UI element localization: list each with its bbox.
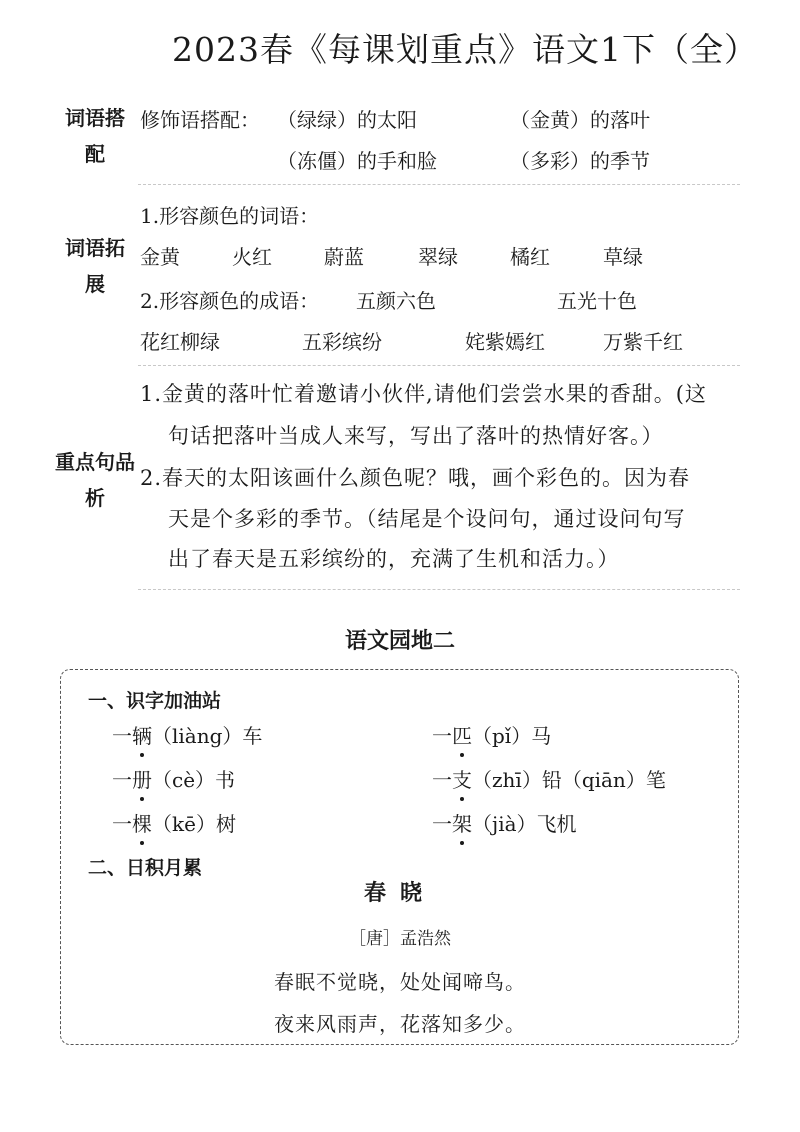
collocation-lead: 修饰语搭配： [140,108,260,132]
color-idiom: 五彩缤纷 [302,330,382,354]
collocation-pair: （金黄）的落叶 [510,108,650,132]
measure-word-item: 一册（cè）书 [112,764,235,793]
collocation-pair: （冻僵）的手和脸 [277,149,437,173]
expansion-heading-2: 2.形容颜色的成语： [140,289,320,313]
color-word: 橘红 [510,245,550,269]
measure-word-item: 一匹（pǐ）马 [432,720,551,749]
garden-title: 语文园地二 [344,629,455,654]
divider [138,365,740,366]
color-idiom: 姹紫嫣红 [465,330,545,354]
poem-line: 夜来风雨声，花落知多少。 [274,1012,526,1036]
color-word: 蔚蓝 [324,245,364,269]
measure-word-item: 一架（jià）飞机 [432,808,577,837]
color-word: 翠绿 [418,245,458,269]
collocation-pair: （多彩）的季节 [510,149,650,173]
part1-heading: 一、识字加油站 [88,690,222,712]
color-word: 草绿 [603,245,643,269]
section-label-expansion: 词语拓展 [65,236,125,296]
divider [138,589,740,590]
poem-title: 春晓 [363,880,436,906]
key-sentence-1-cont: 句话把落叶当成人来写，写出了落叶的热情好客。） [168,424,664,448]
color-word: 金黄 [140,245,180,269]
measure-word-item: 一支（zhī）铅（qiān）笔 [432,764,666,793]
measure-word-item: 一棵（kē）树 [112,808,236,837]
color-word: 火红 [232,245,272,269]
key-sentence-2-cont: 天是个多彩的季节。（结尾是个设问句，通过设问句写 [168,507,686,531]
color-idiom: 花红柳绿 [140,330,220,354]
section-label-analysis: 重点句品析 [55,450,135,510]
page-title: 2023春《每课划重点》语文1下（全） [172,30,758,69]
key-sentence-2-cont: 出了春天是五彩缤纷的，充满了生机和活力。） [168,547,620,571]
measure-word-item: 一辆（liàng）车 [112,720,262,749]
divider [138,184,740,185]
poem-line: 春眠不觉晓，处处闻啼鸟。 [274,970,526,994]
section-label-collocation: 词语搭配 [65,106,125,166]
key-sentence-1: 1.金黄的落叶忙着邀请小伙伴,请他们尝尝水果的香甜。(这 [140,382,707,406]
collocation-pair: （绿绿）的太阳 [277,108,417,132]
expansion-heading-1: 1.形容颜色的词语： [140,204,320,228]
color-idiom: 五颜六色 [356,289,436,313]
color-idiom: 万紫千红 [603,330,683,354]
part2-heading: 二、日积月累 [88,857,203,879]
poem-author: ［唐］孟浩然 [349,929,451,949]
key-sentence-2: 2.春天的太阳该画什么颜色呢？哦，画个彩色的。因为春 [140,466,691,490]
color-idiom: 五光十色 [557,289,637,313]
